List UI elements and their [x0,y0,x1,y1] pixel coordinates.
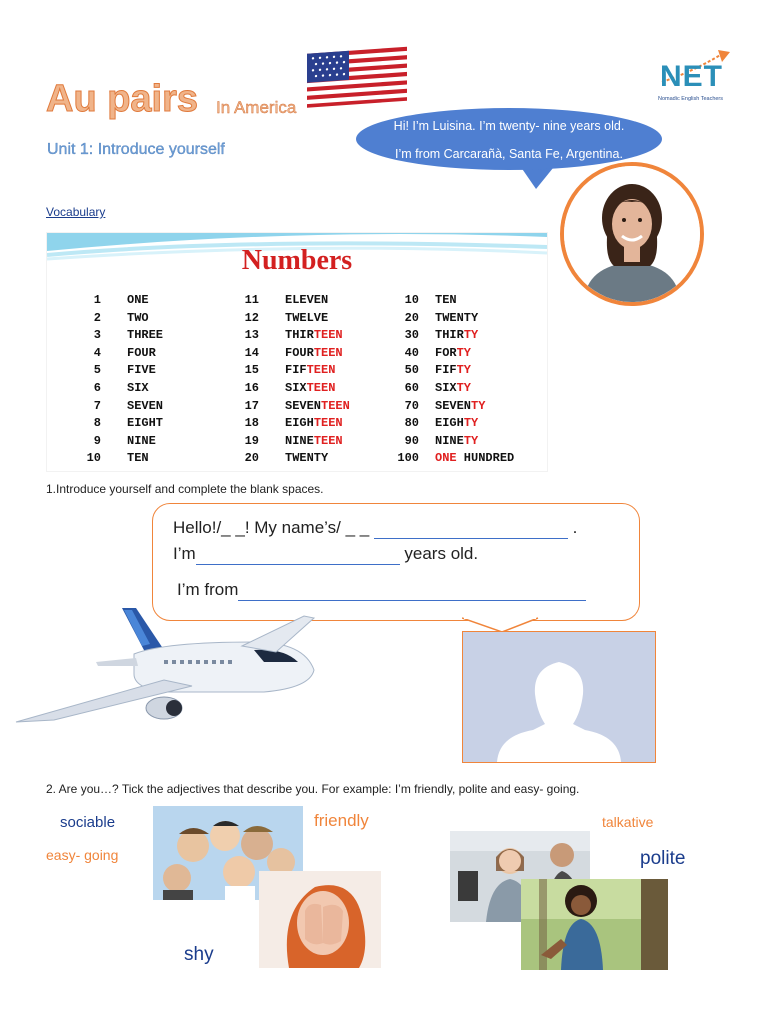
number-word-base: NINE [435,433,464,448]
number-word-base: SIX [435,381,457,395]
logo-caption: Nomadic English Teachers [658,96,724,102]
fill-line-1-end: . [567,518,578,537]
adjective-sociable[interactable]: sociable [60,814,116,831]
number-word-base: EIGH [435,416,464,431]
page-subtitle: In America [216,98,297,117]
number-word-rest: HUNDRED [456,451,515,466]
number-word-base: FOR [435,345,457,360]
number-word-base: TWELVE [285,310,329,325]
number-word: FIVE [127,363,156,378]
unit-title: Unit 1: Introduce yourself [47,141,225,158]
number-digit: 14 [244,345,259,360]
task1-instruction: 1.Introduce yourself and complete the blank spaces. [46,482,324,496]
page-title: Au pairs [46,78,199,120]
girl-offering-hand-icon [521,879,668,970]
number-digit: 2 [93,310,101,325]
number-word: TEN [127,451,149,466]
airplane-icon [14,604,318,726]
number-word [435,311,478,325]
avatar [560,162,704,306]
number-word-suffix: TEEN [313,328,343,343]
fill-line-2-end: years old. [399,544,479,563]
person-silhouette-icon [463,632,655,762]
logo-text: NET [660,60,723,93]
number-word-red-prefix: ONE [435,451,457,466]
number-word: SIX [127,381,149,395]
number-word: FOUR [127,345,156,360]
number-word [435,293,457,307]
number-word [285,328,343,342]
number-digit: 10 [404,293,419,307]
number-word: EIGHT [127,416,164,431]
number-word-suffix: TEEN [321,398,350,413]
intro-speech-bubble [356,108,662,170]
number-word-base: TWENTY [285,451,329,466]
numbers-title: Numbers [241,245,353,276]
number-word-suffix: TY [463,416,479,431]
number-word-suffix: TEEN [306,363,336,378]
fill-line-1 [173,518,577,539]
number-word: SEVEN [127,398,164,413]
number-word [435,381,471,395]
number-word-suffix: TY [456,381,472,395]
number-digit: 90 [404,433,419,448]
age-blank[interactable] [196,544,400,565]
logo [652,48,736,108]
number-word [435,328,478,342]
number-word [435,363,471,377]
number-word-suffix: TEEN [306,381,336,395]
number-word [435,416,478,430]
number-word: THREE [127,328,164,343]
number-digit: 20 [404,310,419,325]
number-word [285,293,328,307]
number-word [435,434,478,448]
number-digit: 70 [404,398,419,413]
number-word-base: THIR [285,328,314,343]
fill-line-1-text: Hello!/_ _! My name’s/ _ _ [173,518,374,537]
number-digit: 6 [93,381,101,395]
number-word [285,451,328,465]
number-word [285,381,335,395]
shy-woman-icon [259,871,381,968]
number-digit: 7 [93,398,101,413]
adjective-polite[interactable]: polite [640,848,686,869]
shy-woman-photo [259,871,381,968]
number-digit: 19 [244,433,259,448]
number-word [435,399,485,413]
number-digit: 1 [93,293,101,307]
number-digit: 4 [93,345,101,360]
number-word [285,416,343,430]
number-word-base: ELEVEN [285,293,329,307]
number-digit: 80 [404,416,419,431]
number-word-suffix: TEEN [313,345,343,360]
usa-flag-icon [303,44,409,110]
adjective-friendly[interactable]: friendly [314,811,369,830]
number-word-base: TEN [435,293,457,307]
number-digit: 9 [93,433,101,448]
number-word-suffix: TY [456,363,472,378]
fill-line-2-text: I’m [173,544,196,563]
vocabulary-link[interactable]: Vocabulary [46,205,106,219]
polite-girl-photo [521,879,668,970]
number-word [285,399,350,413]
number-digit: 10 [86,451,101,466]
number-digit: 3 [93,328,101,343]
number-digit: 60 [404,381,419,395]
number-word-base: SEVEN [285,398,322,413]
number-word-base: SEVEN [435,398,472,413]
number-digit: 30 [404,328,419,343]
number-word-base: FIF [435,363,457,378]
number-word [285,346,343,360]
number-word: TWO [127,310,149,325]
number-digit: 50 [404,363,419,378]
number-word-suffix: TY [456,345,472,360]
number-word: NINE [127,433,156,448]
number-digit: 12 [244,310,259,325]
number-digit: 5 [93,363,101,378]
number-word-base: NINE [285,433,314,448]
task2-instruction: 2. Are you…? Tick the adjectives that describe you. For example: I’m friendly, polite and easy- going. [46,782,580,796]
number-word-suffix: TY [463,433,479,448]
fill-line-3 [177,580,586,601]
name-blank[interactable] [374,518,568,539]
number-word-base: FOUR [285,345,314,360]
number-digit: 11 [244,293,259,307]
number-word [285,363,335,377]
number-word [285,311,328,325]
numbers-table [46,232,548,472]
woman-portrait-icon [564,166,700,302]
number-digit: 100 [397,451,419,466]
origin-blank[interactable] [238,580,586,601]
intro-line-2: I’m from Carcarañà, Santa Fe, Argentina. [395,147,623,161]
number-word [285,434,343,448]
adjective-talkative[interactable]: talkative [602,814,654,830]
number-word [435,451,514,465]
intro-line-1: Hi! I’m Luisina. I’m twenty- nine years old. [393,119,625,133]
number-digit: 18 [244,416,259,431]
number-digit: 15 [244,363,259,378]
number-word-base: FIF [285,363,307,378]
profile-photo-placeholder[interactable] [462,631,656,763]
number-word-suffix: TEEN [313,416,343,431]
number-digit: 20 [244,451,259,466]
number-digit: 13 [244,328,259,343]
number-word-base: SIX [285,381,307,395]
number-word-base: THIR [435,328,464,343]
number-word-suffix: TEEN [313,433,343,448]
adjective-easy-going[interactable]: easy- going [46,847,119,863]
number-word-base: TWENTY [435,310,479,325]
number-digit: 40 [404,345,419,360]
number-digit: 16 [244,381,259,395]
fill-line-2 [173,544,478,565]
fill-line-3-text: I’m from [177,580,239,599]
number-digit: 17 [244,398,259,413]
number-word: ONE [127,293,149,307]
number-digit: 8 [93,416,101,431]
number-word-suffix: TY [463,328,479,343]
number-word-suffix: TY [471,398,486,413]
number-word-base: EIGH [285,416,314,431]
number-word [435,346,471,360]
adjective-shy[interactable]: shy [184,944,214,965]
